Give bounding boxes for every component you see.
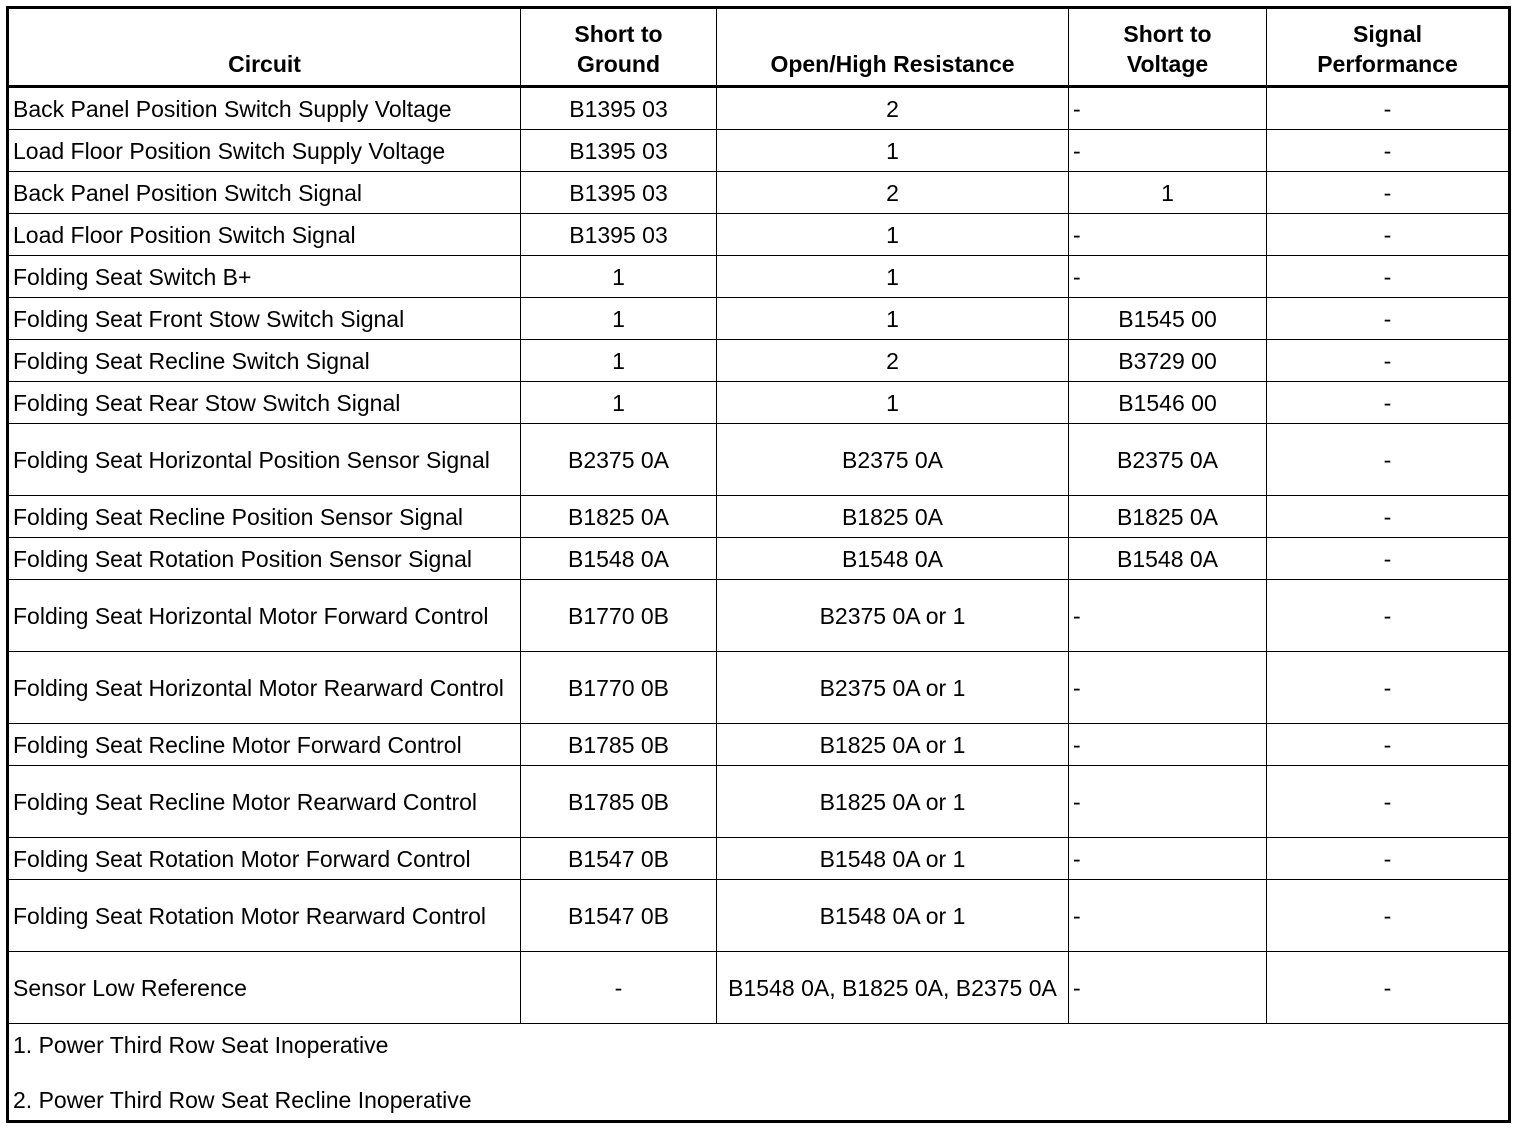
cell-open-high-resistance: B1825 0A [717,496,1069,538]
cell-signal-performance: - [1267,652,1510,724]
cell-short-to-voltage: B1825 0A [1069,496,1267,538]
cell-circuit: Folding Seat Horizontal Position Sensor Signal [8,424,521,496]
cell-short-to-voltage: - [1069,130,1267,172]
cell-short-to-ground: B1395 03 [521,130,717,172]
cell-signal-performance: - [1267,952,1510,1024]
cell-signal-performance: - [1267,766,1510,838]
cell-open-high-resistance: 2 [717,340,1069,382]
cell-signal-performance: - [1267,214,1510,256]
cell-short-to-voltage: B1546 00 [1069,382,1267,424]
cell-signal-performance: - [1267,538,1510,580]
table-row [8,538,1510,580]
cell-short-to-ground: B1547 0B [521,838,717,880]
cell-circuit: Back Panel Position Switch Signal [8,172,521,214]
cell-short-to-voltage: B3729 00 [1069,340,1267,382]
cell-open-high-resistance: B1548 0A or 1 [717,880,1069,952]
table-row [8,880,1510,952]
cell-short-to-voltage: B1545 00 [1069,298,1267,340]
cell-signal-performance: - [1267,172,1510,214]
cell-short-to-ground: B1825 0A [521,496,717,538]
table-row [8,424,1510,496]
cell-signal-performance: - [1267,130,1510,172]
cell-circuit: Folding Seat Switch B+ [8,256,521,298]
cell-short-to-ground: B1770 0B [521,652,717,724]
cell-open-high-resistance: B1548 0A [717,538,1069,580]
header-open-high-resistance: Open/High Resistance [717,8,1069,87]
cell-open-high-resistance: B1548 0A or 1 [717,838,1069,880]
table-row [8,724,1510,766]
note-1: 1. Power Third Row Seat Inoperative [13,1032,389,1058]
cell-short-to-ground: B2375 0A [521,424,717,496]
cell-signal-performance: - [1267,256,1510,298]
cell-short-to-voltage: - [1069,766,1267,838]
cell-open-high-resistance: B2375 0A or 1 [717,652,1069,724]
cell-short-to-ground: B1785 0B [521,724,717,766]
cell-short-to-voltage: - [1069,87,1267,130]
cell-short-to-voltage: B1548 0A [1069,538,1267,580]
cell-signal-performance: - [1267,87,1510,130]
header-short-to-ground: Short to Ground [521,8,717,87]
cell-short-to-ground: B1395 03 [521,214,717,256]
cell-open-high-resistance: B2375 0A [717,424,1069,496]
cell-short-to-voltage: - [1069,880,1267,952]
table-header-row [8,8,1510,87]
cell-short-to-ground: B1547 0B [521,880,717,952]
cell-circuit: Folding Seat Rotation Motor Forward Control [8,838,521,880]
cell-short-to-ground: B1395 03 [521,87,717,130]
table-row [8,580,1510,652]
cell-circuit: Folding Seat Rear Stow Switch Signal [8,382,521,424]
table-row [8,952,1510,1024]
cell-signal-performance: - [1267,382,1510,424]
cell-short-to-voltage: - [1069,214,1267,256]
cell-short-to-ground: 1 [521,256,717,298]
cell-circuit: Folding Seat Rotation Position Sensor Signal [8,538,521,580]
cell-short-to-ground: B1770 0B [521,580,717,652]
cell-open-high-resistance: 1 [717,256,1069,298]
table-row [8,766,1510,838]
cell-short-to-ground: 1 [521,340,717,382]
cell-signal-performance: - [1267,580,1510,652]
cell-open-high-resistance: 1 [717,214,1069,256]
cell-circuit: Folding Seat Front Stow Switch Signal [8,298,521,340]
cell-circuit: Load Floor Position Switch Signal [8,214,521,256]
table-row [8,382,1510,424]
cell-signal-performance: - [1267,424,1510,496]
cell-short-to-voltage: - [1069,724,1267,766]
table-row [8,256,1510,298]
circuit-dtc-table [6,6,1511,1123]
note-2: 2. Power Third Row Seat Recline Inoperative [13,1087,472,1113]
cell-short-to-ground: B1548 0A [521,538,717,580]
cell-signal-performance: - [1267,838,1510,880]
cell-circuit: Sensor Low Reference [8,952,521,1024]
cell-short-to-voltage: - [1069,652,1267,724]
cell-open-high-resistance: 1 [717,298,1069,340]
cell-signal-performance: - [1267,298,1510,340]
table-row [8,838,1510,880]
cell-circuit: Folding Seat Recline Switch Signal [8,340,521,382]
cell-short-to-voltage: - [1069,580,1267,652]
cell-circuit: Back Panel Position Switch Supply Voltage [8,87,521,130]
cell-short-to-ground: B1785 0B [521,766,717,838]
table-row [8,340,1510,382]
cell-open-high-resistance: B1825 0A or 1 [717,766,1069,838]
cell-signal-performance: - [1267,340,1510,382]
cell-open-high-resistance: 2 [717,172,1069,214]
cell-short-to-ground: - [521,952,717,1024]
table-row [8,298,1510,340]
cell-open-high-resistance: B1825 0A or 1 [717,724,1069,766]
cell-circuit: Folding Seat Recline Motor Forward Control [8,724,521,766]
table-row [8,87,1510,130]
table-row [8,130,1510,172]
cell-short-to-voltage: B2375 0A [1069,424,1267,496]
cell-circuit: Folding Seat Horizontal Motor Rearward Control [8,652,521,724]
header-short-to-voltage: Short to Voltage [1069,8,1267,87]
header-circuit: Circuit [8,8,521,87]
cell-circuit: Folding Seat Horizontal Motor Forward Control [8,580,521,652]
header-signal-performance: Signal Performance [1267,8,1510,87]
cell-open-high-resistance: 1 [717,130,1069,172]
table-row [8,214,1510,256]
table-notes [8,1024,1510,1122]
cell-short-to-voltage: - [1069,838,1267,880]
cell-circuit: Load Floor Position Switch Supply Voltage [8,130,521,172]
cell-open-high-resistance: 2 [717,87,1069,130]
table-row [8,172,1510,214]
cell-signal-performance: - [1267,496,1510,538]
cell-open-high-resistance: B1548 0A, B1825 0A, B2375 0A [717,952,1069,1024]
cell-circuit: Folding Seat Recline Position Sensor Signal [8,496,521,538]
cell-short-to-ground: B1395 03 [521,172,717,214]
cell-short-to-voltage: - [1069,952,1267,1024]
cell-short-to-ground: 1 [521,298,717,340]
cell-short-to-voltage: 1 [1069,172,1267,214]
table-row [8,496,1510,538]
table-row [8,652,1510,724]
cell-open-high-resistance: 1 [717,382,1069,424]
cell-circuit: Folding Seat Rotation Motor Rearward Control [8,880,521,952]
cell-open-high-resistance: B2375 0A or 1 [717,580,1069,652]
cell-circuit: Folding Seat Recline Motor Rearward Control [8,766,521,838]
cell-signal-performance: - [1267,724,1510,766]
cell-signal-performance: - [1267,880,1510,952]
cell-short-to-ground: 1 [521,382,717,424]
cell-short-to-voltage: - [1069,256,1267,298]
notes-row [8,1024,1510,1122]
